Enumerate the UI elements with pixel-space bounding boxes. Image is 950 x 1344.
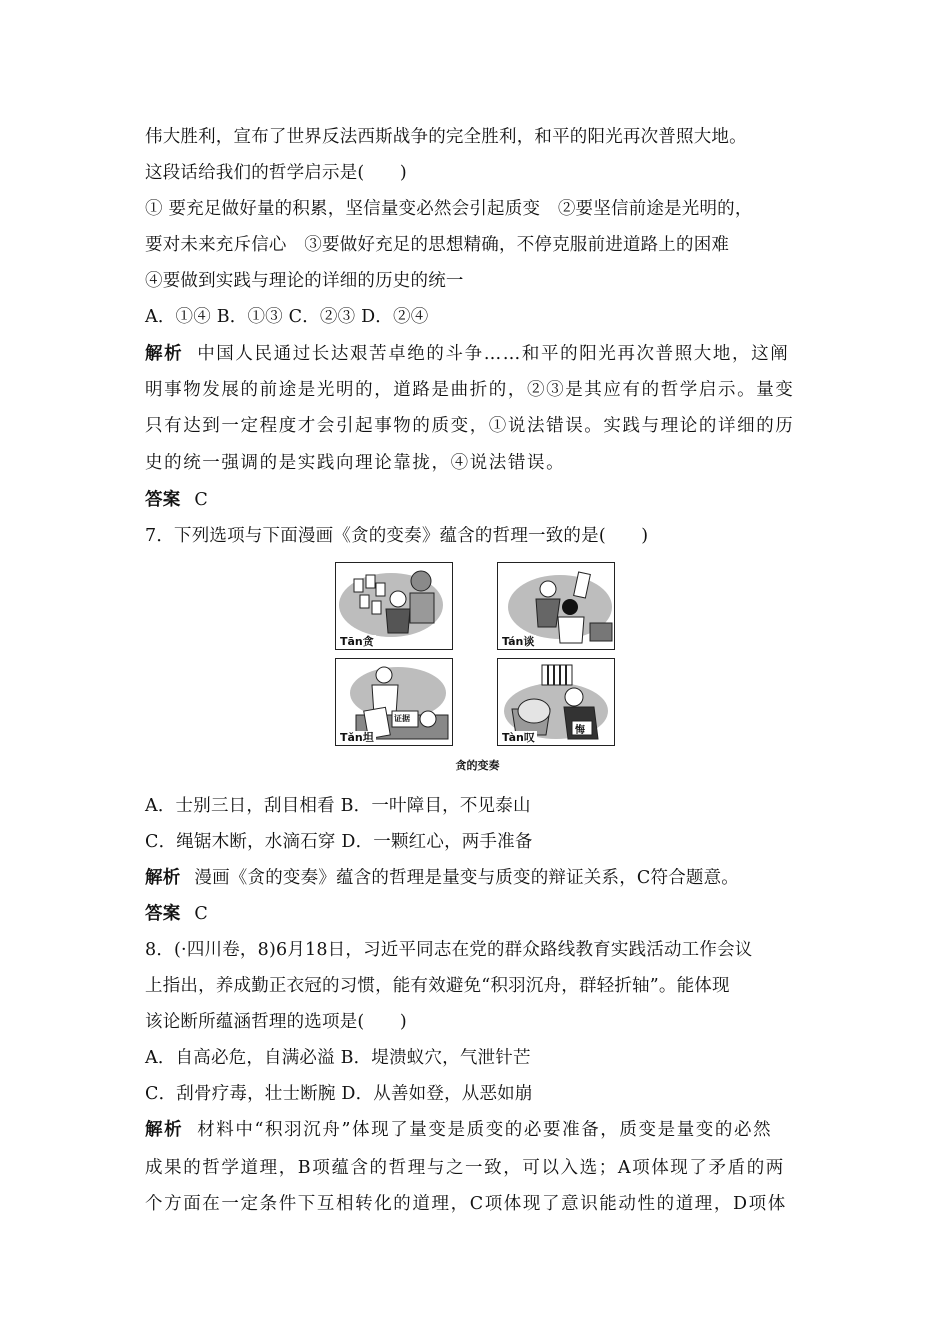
answer-label: 答案 bbox=[145, 490, 181, 510]
analysis-label: 解析 bbox=[145, 344, 184, 364]
q8-stem-line: 8．(·四川卷，8)6月18日，习近平同志在党的群众路线教育实践活动工作会议 bbox=[145, 940, 753, 960]
q6-option-line: ① 要充足做好量的积累，坚信量变必然会引起质变 ②要坚信前途是光明的， bbox=[145, 199, 753, 219]
q8-choices: A．自高必危，自满必溢 B．堤溃蚁穴，气泄针芒 bbox=[145, 1048, 531, 1068]
panel-label: Tán谈 bbox=[502, 635, 535, 648]
cartoon-panel-tan1 bbox=[335, 562, 453, 650]
figure-caption: 贪的变奏 bbox=[455, 759, 500, 772]
q7-analysis-line bbox=[145, 866, 810, 890]
panel-label: Tān贪 bbox=[340, 635, 374, 648]
q6-option-line: ④要做到实践与理论的详细的历史的统一 bbox=[145, 271, 464, 291]
q6-answer-line bbox=[145, 488, 810, 512]
q7-choices: C．绳锯木断，水滴石穿 D．一颗红心，两手准备 bbox=[145, 832, 533, 852]
cartoon-panel-tan4 bbox=[497, 658, 615, 746]
q7-stem: 7．下列选项与下面漫画《贪的变奏》蕴含的哲理一致的是( ) bbox=[145, 526, 649, 546]
q6-analysis-line: 只有达到一定程度才会引起事物的质变，①说法错误。实践与理论的详细的历 bbox=[145, 416, 795, 436]
q8-choices: C．刮骨疗毒，壮士断腕 D．从善如登，从恶如崩 bbox=[145, 1084, 533, 1104]
cartoon-panel-tan2 bbox=[497, 562, 615, 650]
q6-analysis-line: 史的统一强调的是实践向理论靠拢，④说法错误。 bbox=[145, 453, 566, 473]
q6-option-line: 要对未来充斥信心 ③要做好充足的思想精确，不停克服前进道路上的困难 bbox=[145, 235, 730, 255]
q6-question-prompt: 这段话给我们的哲学启示是( ) bbox=[145, 163, 407, 183]
cartoon-figure bbox=[335, 560, 620, 755]
answer-value: C bbox=[194, 490, 208, 510]
analysis-label: 解析 bbox=[145, 868, 181, 888]
q8-stem-line: 上指出，养成勤正衣冠的习惯，能有效避免“积羽沉舟，群轻折轴”。能体现 bbox=[145, 976, 730, 996]
q8-stem-line: 该论断所蕴涵哲理的选项是( ) bbox=[145, 1012, 407, 1032]
q8-analysis-line: 成果的哲学道理，B项蕴含的哲理与之一致，可以入选；A项体现了矛盾的两 bbox=[145, 1158, 785, 1178]
analysis-text: 漫画《贪的变奏》蕴含的哲理是量变与质变的辩证关系，C符合题意。 bbox=[194, 868, 739, 888]
panel-label: Tǎn坦 bbox=[340, 731, 374, 744]
q8-analysis-line: 个方面在一定条件下互相转化的道理，C项体现了意识能动性的道理，D项体 bbox=[145, 1194, 787, 1214]
answer-label: 答案 bbox=[145, 904, 181, 924]
analysis-text: 材料中“积羽沉舟”体现了量变是质变的必要准备，质变是量变的必然 bbox=[197, 1120, 773, 1140]
analysis-text: 中国人民通过长达艰苦卓绝的斗争……和平的阳光再次普照大地，这阐 bbox=[197, 344, 790, 364]
analysis-label: 解析 bbox=[145, 1120, 184, 1140]
panel-sign-text: 悔 bbox=[575, 725, 585, 736]
panel-label: Tàn叹 bbox=[502, 731, 535, 744]
q6-choices: A．①④ B．①③ C．②③ D．②④ bbox=[145, 307, 429, 327]
q6-analysis-line bbox=[145, 342, 810, 366]
panel-sign-text: 证据 bbox=[394, 714, 410, 723]
q6-text-line: 伟大胜利，宣布了世界反法西斯战争的完全胜利，和平的阳光再次普照大地。 bbox=[145, 127, 747, 147]
answer-value: C bbox=[194, 904, 208, 924]
q7-choices: A．士别三日，刮目相看 B．一叶障目，不见泰山 bbox=[145, 796, 531, 816]
q8-analysis-line bbox=[145, 1118, 810, 1142]
q6-analysis-line: 明事物发展的前途是光明的，道路是曲折的，②③是其应有的哲学启示。量变 bbox=[145, 380, 795, 400]
q7-answer-line bbox=[145, 902, 810, 926]
cartoon-panel-tan3 bbox=[335, 658, 453, 746]
